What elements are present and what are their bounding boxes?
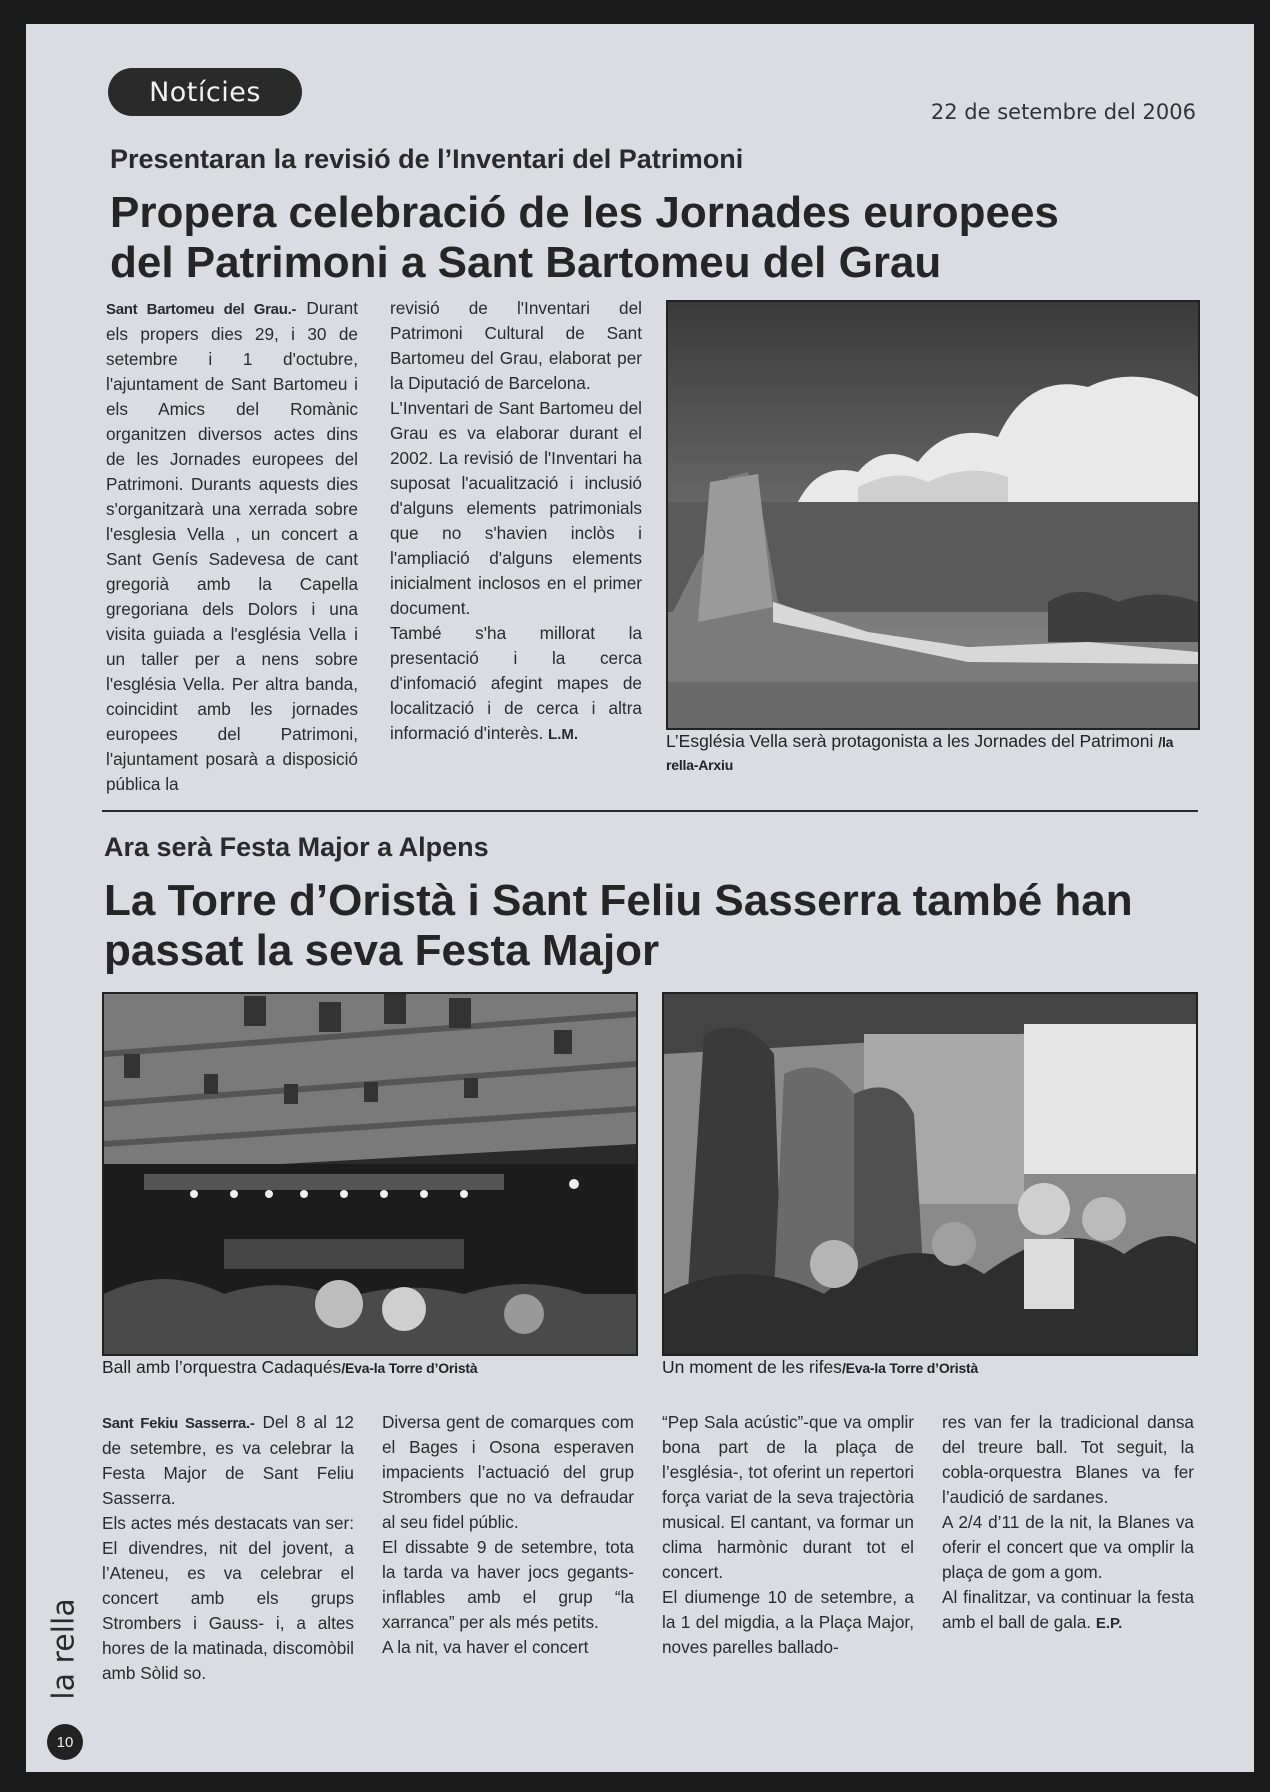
article1-col1-text: Durant els propers dies 29, i 30 de setembre i 1 d'octubre, l'ajuntament de Sant Bartomeu i els Amics del Romànic organitzen diversos actes dins de les Jornades europees del Patrimoni. Durants aquests dies s'organitzarà una xerrada sobre l'esglesia Vella , un concert a Sant Genís Sadevesa de cant gregorià amb la Capella gregoriana dels Dolors i una visita guiada a l'església Vella i un taller per a nens sobre l'església Vella. Per altra banda, coincidint amb les jornades europees del Patrimoni, l'ajuntament posarà a disposició pública la [106,298,358,794]
church-photo-caption [666,730,1196,776]
raffle-photo [662,992,1198,1356]
orchestra-image [104,994,636,1354]
orchestra-photo-caption [102,1356,634,1379]
article2-col4-p1: res van fer la tradicional dansa del treure ball. Tot seguit, la cobla-orquestra Blanes va fer l’audició de sardanes. [942,1412,1194,1507]
church-photo-caption-text: L’Església Vella serà protagonista a les Jornades del Patrimoni [666,731,1154,751]
church-photo-credit: /la rella-Arxiu [666,734,1174,773]
article2-column3 [662,1410,914,1660]
issue-date: 22 de setembre del 2006 [930,100,1196,124]
article1-column1 [106,296,358,797]
article2-col2-p3: A la nit, va haver el concert [382,1637,589,1657]
section-divider [102,810,1198,812]
article2-headline [104,876,1133,976]
article1-headline [110,188,1059,288]
church-ruin-photo [666,300,1200,730]
article2-col3-p2: El diumenge 10 de setembre, a la 1 del migdia, a la Plaça Major, noves parelles ballado- [662,1587,914,1657]
article2-col4-p3: Al finalitzar, va continuar la festa amb el ball de gala. [942,1587,1194,1632]
raffle-photo-caption [662,1356,1194,1379]
article1-col2-p2: L'Inventari de Sant Bartomeu del Grau es va elaborar durant el 2002. La revisió de l'Inventari ha suposat l'acualització i inclusió d'alguns elements patrimonials que no s'havien inclòs i l'ampliació d'alguns elements inicialment inclosos en el primer document. [390,398,642,618]
section-label: Notícies [108,68,302,116]
article1-dateline: Sant Bartomeu del Grau.- [106,301,297,318]
orchestra-photo [102,992,638,1356]
article2-col1-p1: Del 8 al 12 de setembre, es va celebrar la Festa Major de Sant Feliu Sasserra. [102,1412,354,1508]
article1-signature: L.M. [548,726,579,743]
article2-kicker: Ara serà Festa Major a Alpens [104,832,489,862]
raffle-caption-text: Un moment de les rifes [662,1357,842,1377]
article2-dateline: Sant Fekiu Sasserra.- [102,1415,255,1432]
article1-column2 [390,296,642,747]
orchestra-photo-credit: /Eva-la Torre d’Oristà [341,1360,478,1376]
article2-col3-p1: “Pep Sala acústic”-que va omplir bona part de la plaça de l’església-, tot oferint un repertori força variat de la seva trajectòria musical. El cantant, va formar un clima harmònic durant tot el concert. [662,1412,914,1582]
article2-col2-p2: El dissabte 9 de setembre, tota la tarda va haver jocs gegants-inflables amb el grup “la xarranca” per als més petits. [382,1537,634,1632]
article1-kicker: Presentaran la revisió de l’Inventari del Patrimoni [110,144,744,174]
article2-column2 [382,1410,634,1660]
article2-column1 [102,1410,354,1686]
publication-name: la rella [46,1598,82,1700]
article2-column4 [942,1410,1194,1636]
article1-col2-p3: També s'ha millorat la presentació i la cerca d'infomació afegint mapes de localització i de cerca i altra informació d'interès. [390,623,642,743]
article2-col4-p2: A 2/4 d’11 de la nit, la Blanes va oferir el concert que va omplir la plaça de gom a gom. [942,1512,1194,1582]
church-ruin-image [668,302,1198,728]
raffle-photo-credit: /Eva-la Torre d’Oristà [841,1360,979,1376]
article2-col1-p2: Els actes més destacats van ser: El divendres, nit del jovent, a l’Ateneu, es va celebrar el concert amb els grups Strombers i Gauss- i, a altes hores de la matinada, discomòbil amb Sòlid so. [102,1513,354,1683]
raffle-image [664,994,1196,1354]
publication-logo [44,1594,84,1704]
article1-headline-line2: del Patrimoni a Sant Bartomeu del Grau [110,238,942,287]
article2-headline-line2: passat la seva Festa Major [104,926,660,975]
newspaper-page [26,24,1254,1772]
article2-col2-p1: Diversa gent de comarques com el Bages i Osona esperaven impacients l’actuació del grup Strombers que no va defraudar al seu fidel públic. [382,1412,634,1532]
article2-headline-line1: La Torre d’Oristà i Sant Feliu Sasserra també han [104,876,1133,925]
orchestra-caption-text: Ball amb l’orquestra Cadaqués [102,1357,342,1377]
article1-headline-line1: Propera celebració de les Jornades europees [110,188,1059,237]
article2-signature: E.P. [1095,1615,1123,1632]
page-number: 10 [47,1724,83,1760]
article1-col2-p1: revisió de l'Inventari del Patrimoni Cultural de Sant Bartomeu del Grau, elaborat per la Diputació de Barcelona. [390,298,642,393]
